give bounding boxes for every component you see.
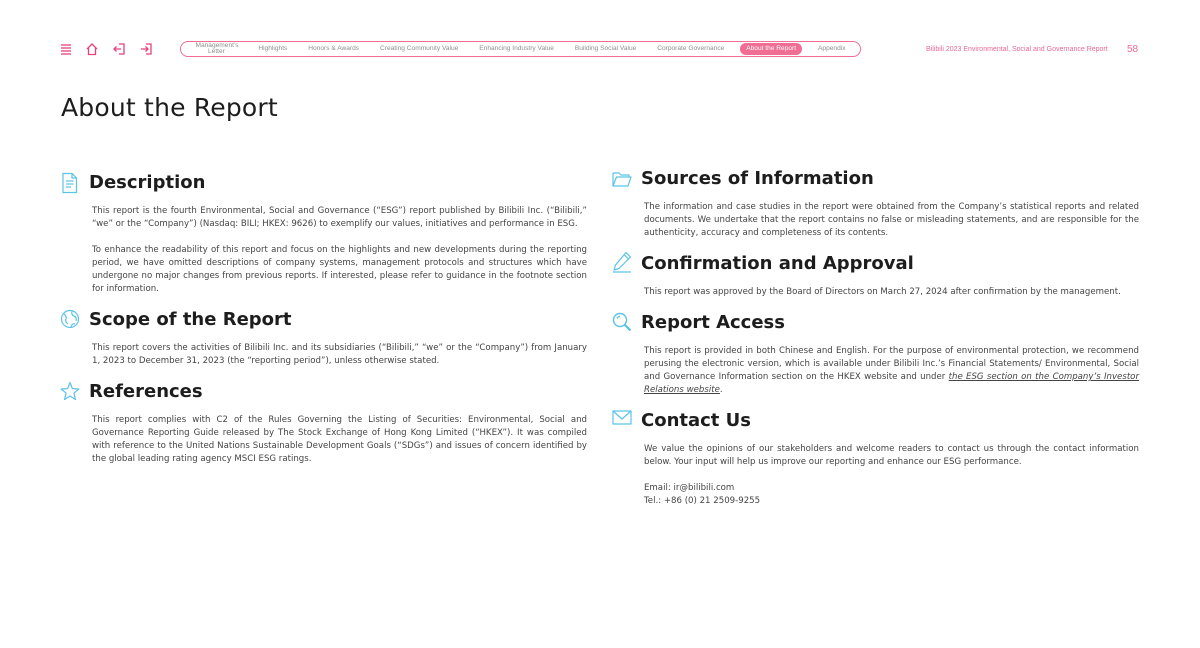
section-body <box>644 345 1139 397</box>
section-heading: Sources of Information <box>641 168 874 189</box>
magnifier-icon <box>612 312 632 334</box>
tab-about-the-report[interactable]: About the Report <box>740 43 802 56</box>
page-number: 58 <box>1127 44 1139 55</box>
home-icon[interactable] <box>85 42 99 56</box>
section-body <box>644 201 1139 240</box>
section-heading: Scope of the Report <box>89 309 292 330</box>
paragraph <box>644 345 1139 397</box>
access-text: This report is provided in both Chinese and English. For the purpose of environmental protection, we recommend perusing the electronic version, which is available under Bilibili Inc.’s Financial Statements/ Environmental, Social and Governance Information section on the HKEX website and under <box>644 346 1139 382</box>
section-heading: Report Access <box>641 312 785 333</box>
paragraph: We value the opinions of our stakeholders and welcome readers to contact us through the contact information below. Your input will help us improve our reporting and enhance our ESG performance. <box>644 444 1139 467</box>
tab-highlights[interactable]: Highlights <box>258 44 288 52</box>
tab-managements-letter[interactable]: Management’s Letter <box>195 41 239 55</box>
back-icon[interactable] <box>112 42 126 56</box>
folder-icon <box>612 168 632 190</box>
pen-icon <box>612 251 632 273</box>
section-body <box>92 414 587 466</box>
section-body <box>92 205 587 296</box>
tab-enhancing-industry-value[interactable]: Enhancing Industry Value <box>479 44 554 52</box>
paragraph: This report is the fourth Environmental, Social and Governance (“ESG”) report published by Bilibili Inc. (“Bilibili,” “we” or the “Company”) (Nasdaq: BILI; HKEX: 9626) to exemplify our values, initiatives and performance in ESG. <box>92 206 587 229</box>
section-heading: References <box>89 381 203 402</box>
star-icon <box>60 381 80 403</box>
menu-icon[interactable] <box>59 42 73 56</box>
forward-icon[interactable] <box>139 42 153 56</box>
section-heading: Description <box>89 172 206 193</box>
section-heading: Contact Us <box>641 410 752 431</box>
paragraph: This report covers the activities of Bilibili Inc. and its subsidiaries (“Bilibili,” “we” or the “Company”) from January 1, 2023 to December 31, 2023 (the “reporting period”), unless otherwise stated. <box>92 343 587 366</box>
contact-phone: Tel.: +86 (0) 21 2509-9255 <box>644 496 761 506</box>
report-name: Bilibili 2023 Environmental, Social and Governance Report <box>926 46 1108 53</box>
tab-corporate-governance[interactable]: Corporate Governance <box>657 44 725 52</box>
access-tail: . <box>719 385 723 395</box>
section-tabs <box>180 41 861 57</box>
contact-email[interactable]: Email: ir@bilibili.com <box>644 483 735 493</box>
globe-icon <box>60 309 80 331</box>
paragraph: The information and case studies in the report were obtained from the Company’s statistical reports and related documents. We undertake that the report contains no false or misleading statements, and are responsible for the authenticity, accuracy and completeness of its contents. <box>644 202 1139 238</box>
paragraph: This report complies with C2 of the Rules Governing the Listing of Securities: Environmental, Social and Governance Reporting Guide released by The Stock Exchange of Hong Kong Limited (“HKEX”). It was compiled with reference to the United Nations Sustainable Development Goals (“SDGs”) and issues of concern identified by the global leading rating agency MSCI ESG ratings. <box>92 415 587 464</box>
document-icon <box>60 172 80 194</box>
investor-relations-link[interactable]: the ESG section on the Company’s Investor Relations website <box>644 372 1139 395</box>
section-body <box>644 286 1139 299</box>
top-navigation <box>0 40 1200 60</box>
tab-appendix[interactable]: Appendix <box>818 44 846 52</box>
tab-creating-community-value[interactable]: Creating Community Value <box>380 44 459 52</box>
tab-honors-awards[interactable]: Honors & Awards <box>308 44 360 52</box>
page-title: About the Report <box>61 93 278 122</box>
section-body <box>92 342 587 368</box>
section-body <box>644 443 1139 508</box>
envelope-icon <box>612 408 632 430</box>
tab-building-social-value[interactable]: Building Social Value <box>574 44 637 52</box>
paragraph: This report was approved by the Board of Directors on March 27, 2024 after confirmation by the management. <box>644 287 1121 297</box>
section-heading: Confirmation and Approval <box>641 253 914 274</box>
paragraph: To enhance the readability of this report and focus on the highlights and new developments during the reporting period, we have omitted descriptions of company systems, management protocols and structures which have undergone no major changes from previous reports. If interested, please refer to guidance in the footnote section for information. <box>92 245 587 294</box>
